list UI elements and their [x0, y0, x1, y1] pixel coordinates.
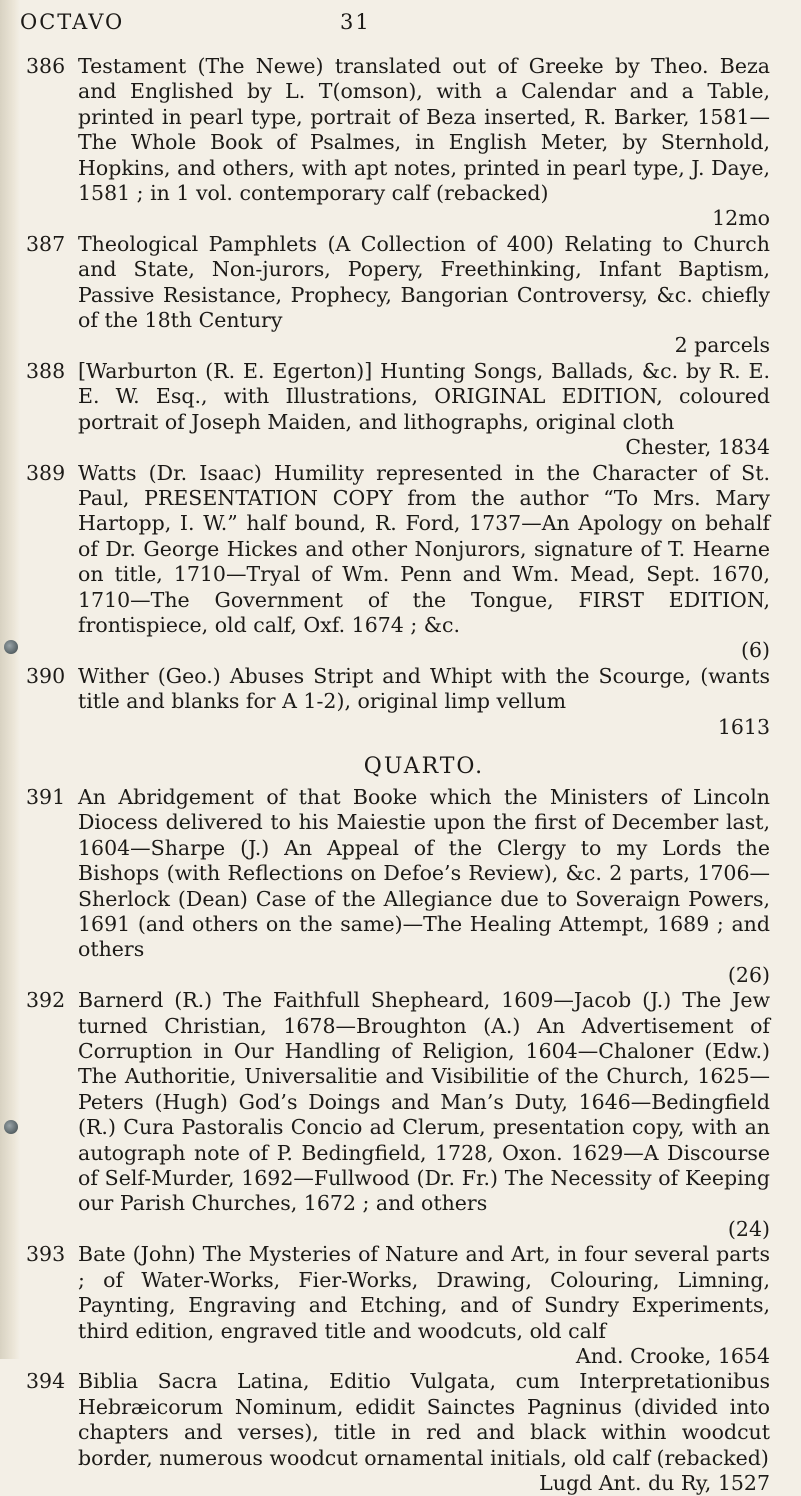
page-number: 31: [340, 10, 371, 34]
lot-format: 2 parcels: [674, 333, 770, 358]
lot-description: Barnerd (R.) The Faithfull Shepheard, 1609—Jacob (J.) The Jew turned Christian, 1678—Broughton (A.) An Advertisement of Corruption in Our Handling of Religion, 1604—Chaloner (Edw.) The Authoritie, Universalitie and Visibilitie of the Church, 1625—Peters (Hugh) God’s Doings and Man’s Duty, 1646—Bedingfield (R.) Cura Pastoralis Concio ad Clerum, presentation copy, with an autograph note of P. Bedingfield, 1728, Oxon. 1629—A Discourse of Self-Murder, 1692—Fullwood (Dr. Fr.) The Necessity of Keeping our Parish Churches, 1672 ; and others: [78, 988, 770, 1216]
lot-entry: [26, 1242, 770, 1369]
lot-format: (6): [740, 638, 770, 663]
catalogue-entries: [26, 54, 770, 1496]
lot-format: Chester, 1834: [625, 435, 770, 460]
lot-description: Bate (John) The Mysteries of Nature and Art, in four several parts ; of Water-Works, Fier-Works, Drawing, Colouring, Limning, Paynting, Engraving and Etching, and of Sundry Experiments, third edition, engraved title and woodcuts, old calf: [78, 1242, 770, 1343]
lot-number: 393: [26, 1242, 66, 1267]
lot-number: 386: [26, 54, 66, 78]
lot-format: 1613: [717, 714, 770, 739]
lot-format: (24): [727, 1216, 770, 1241]
lot-entry: [26, 232, 770, 359]
lot-number: 390: [26, 663, 66, 688]
lot-number: 387: [26, 231, 66, 256]
section-heading: QUARTO.: [363, 753, 485, 779]
lot-number: 394: [26, 1369, 66, 1394]
lot-entry: [26, 54, 770, 232]
lot-description: Watts (Dr. Isaac) Humility represented in the Character of St. Paul, PRESENTATION COPY from the author “To Mrs. Mary Hartopp, I. W.” half bound, R. Ford, 1737—An Apology on behalf of Dr. George Hickes and other Nonjurors, signature of T. Hearne on title, 1710—Tryal of Wm. Penn and Wm. Mead, Sept. 1670, 1710—The Government of the Tongue, FIRST EDITION, frontispiece, old calf, Oxf. 1674 ; &c.: [78, 460, 770, 637]
binding-hole-icon: [4, 640, 18, 654]
running-head: [20, 10, 760, 44]
lot-number: 392: [26, 988, 66, 1013]
lot-number: 388: [26, 358, 66, 383]
lot-format: (26): [727, 962, 770, 987]
lot-description: Testament (The Newe) translated out of Greeke by Theo. Beza and Englished by L. T(omson), with a Calendar and a Table, printed in pearl type, portrait of Beza inserted, R. Barker, 1581—The Whole Book of Psalmes, in English Meter, by Sternhold, Hopkins, and others, with apt notes, printed in pearl type, J. Daye, 1581 ; in 1 vol. contemporary calf (rebacked): [78, 54, 770, 206]
lot-description: [Warburton (R. E. Egerton)] Hunting Songs, Ballads, &c. by R. E. E. W. Esq., with Illustrations, ORIGINAL EDITION, coloured portrait of Joseph Maiden, and lithographs, original cloth: [78, 358, 770, 434]
lot-number: 391: [26, 784, 66, 809]
lot-description: Theological Pamphlets (A Collection of 400) Relating to Church and State, Non-jurors, Popery, Freethinking, Infant Baptism, Passive Resistance, Prophecy, Bangorian Controversy, &c. chiefly of the 18th Century: [78, 231, 770, 333]
lot-format: And. Crooke, 1654: [575, 1343, 770, 1368]
lot-entry: [26, 1369, 770, 1496]
lot-description: Biblia Sacra Latina, Editio Vulgata, cum Interpretationibus Hebræicorum Nominum, edidit Sainctes Pagninus (divided into chapters and verses), title in red and black within woodcut border, numerous woodcut ornamental initials, old calf (rebacked): [78, 1369, 770, 1470]
lot-entry: [26, 785, 770, 988]
lot-format: 12mo: [712, 206, 770, 231]
lot-entry: [26, 359, 770, 461]
lot-number: 389: [26, 460, 66, 485]
lot-format: Lugd Ant. du Ry, 1527: [539, 1470, 770, 1495]
lot-description: Wither (Geo.) Abuses Stript and Whipt with the Scourge, (wants title and blanks for A 1-2), original limp vellum: [78, 663, 770, 714]
lot-entry: [26, 988, 770, 1242]
lot-entry: [26, 664, 770, 740]
page-edge: [0, 0, 20, 1359]
lot-entry: [26, 461, 770, 664]
binding-hole-icon: [4, 1120, 18, 1134]
running-head-title: OCTAVO: [20, 10, 125, 34]
lot-description: An Abridgement of that Booke which the Ministers of Lincoln Diocess delivered to his Maiestie upon the first of December last, 1604—Sharpe (J.) An Appeal of the Clergy to my Lords the Bishops (with Reflections on Defoe’s Review), &c. 2 parts, 1706—Sherlock (Dean) Case of the Allegiance due to Soveraign Powers, 1691 (and others on the same)—The Healing Attempt, 1689 ; and others: [78, 784, 770, 962]
